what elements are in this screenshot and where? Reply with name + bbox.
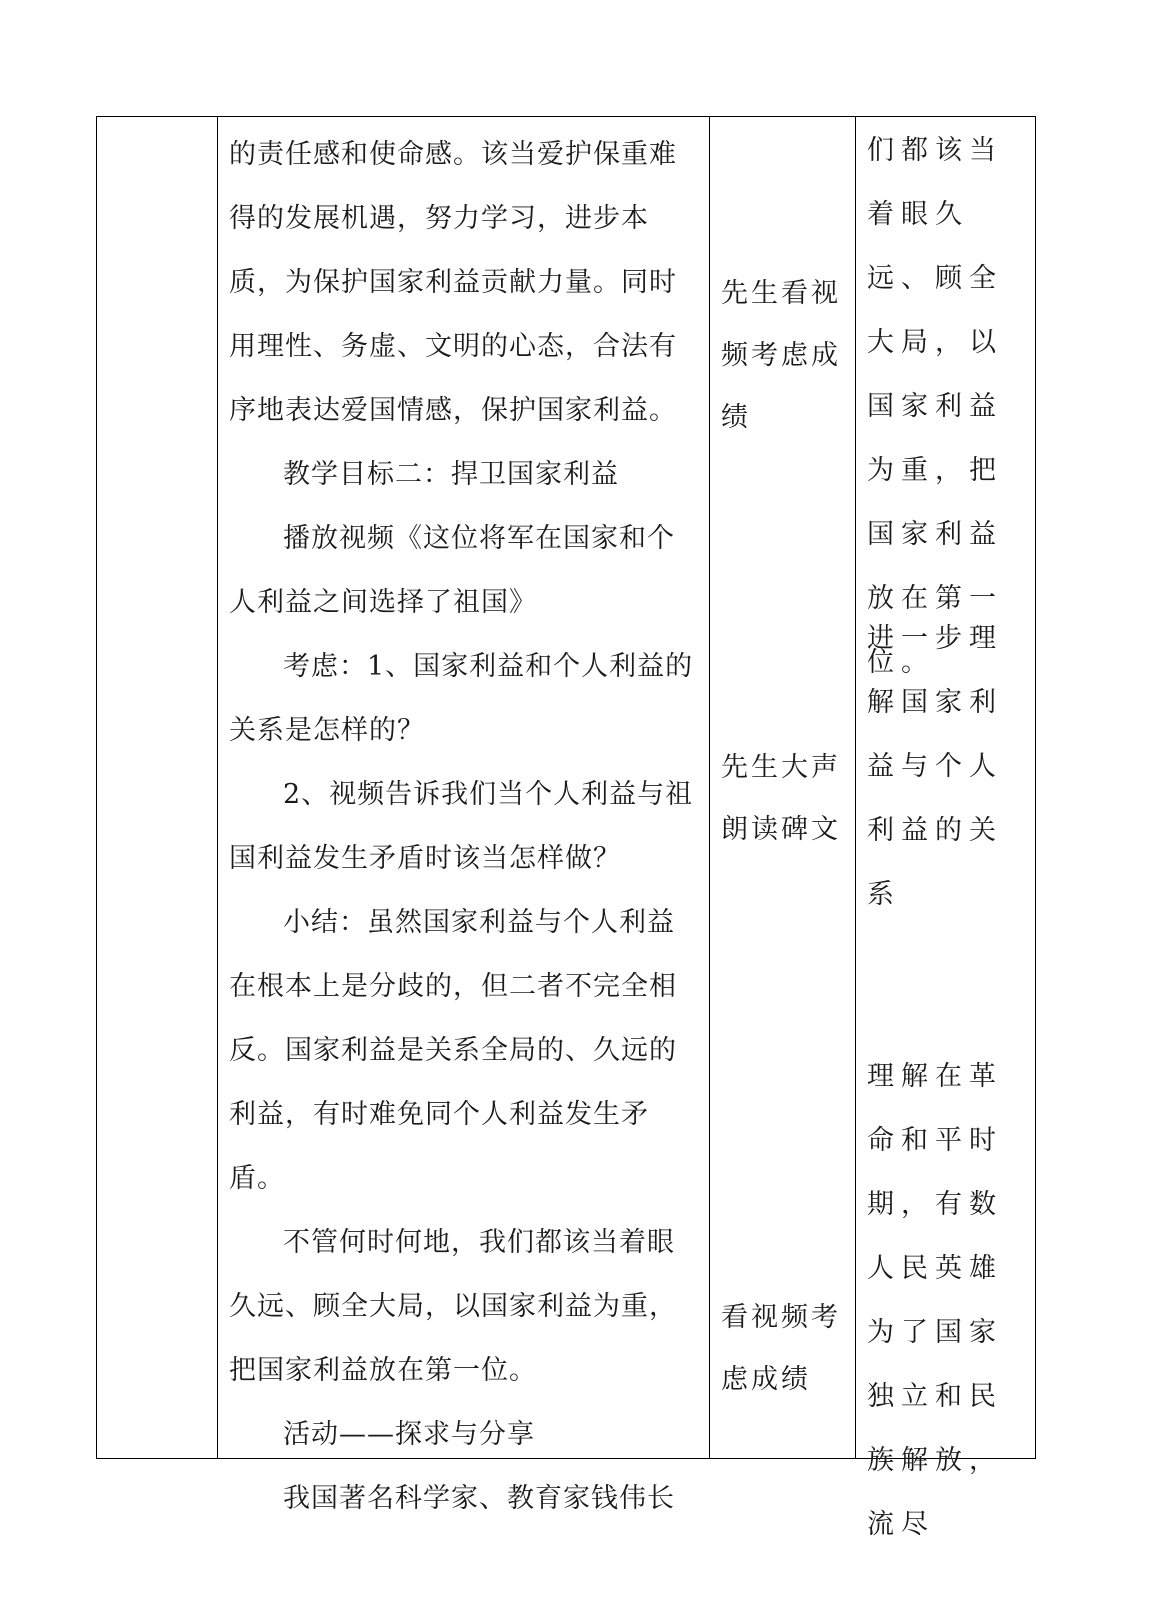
student-activity-item: 看视频考虑成绩 (721, 1302, 841, 1395)
content-paragraph: 考虑：1、国家利益和个人利益的关系是怎样的？ (229, 651, 694, 746)
student-activity-item: 先生大声朗读碑文 (721, 752, 841, 845)
activity-heading: 活动——探求与分享 (283, 1419, 535, 1450)
design-intent-item: 进一步理解国家利益与个人利益的关系 (867, 623, 1003, 910)
column-divider (217, 117, 218, 1458)
column-divider (709, 117, 710, 1458)
stage-column (97, 117, 217, 1458)
student-activity-column (721, 117, 851, 1458)
content-paragraph: 的责任感和使命感。该当爱护保重难得的发展机遇，努力学习，进步本质，为保护国家利益贡献力量。同时用理性、务虚、文明的心态，合法有序地表达爱国情感，保护国家利益。 (229, 139, 677, 426)
column-divider (855, 117, 856, 1458)
content-paragraph: 播放视频《这位将军在国家和个人利益之间选择了祖国》 (229, 523, 675, 618)
student-activity-item: 先生看视频考虑成绩 (721, 278, 841, 433)
content-paragraph: 我国著名科学家、教育家钱伟长 (283, 1483, 675, 1514)
lesson-plan-table (96, 116, 1036, 1540)
design-intent-column (867, 117, 1027, 1540)
teaching-goal-heading: 教学目标二：捍卫国家利益 (283, 459, 619, 490)
content-paragraph: 不管何时何地，我们都该当着眼久远、顾全大局，以国家利益为重，把国家利益放在第一位。 (229, 1227, 677, 1386)
teaching-content-column (229, 117, 697, 1514)
design-intent-item: 们都该当着眼久远、顾全大局，以国家利益为重，把国家利益放在第一位。 (867, 135, 1003, 678)
design-intent-item: 理解在革命和平时期，有数人民英雄为了国家独立和民族解放，流尽 (867, 1061, 1003, 1540)
summary-paragraph: 小结：虽然国家利益与个人利益在根本上是分歧的，但二者不完全相反。国家利益是关系全局的、久远的利益，有时难免同个人利益发生矛盾。 (229, 907, 677, 1194)
content-paragraph: 2、视频告诉我们当个人利益与祖国利益发生矛盾时该当怎样做？ (229, 779, 694, 874)
